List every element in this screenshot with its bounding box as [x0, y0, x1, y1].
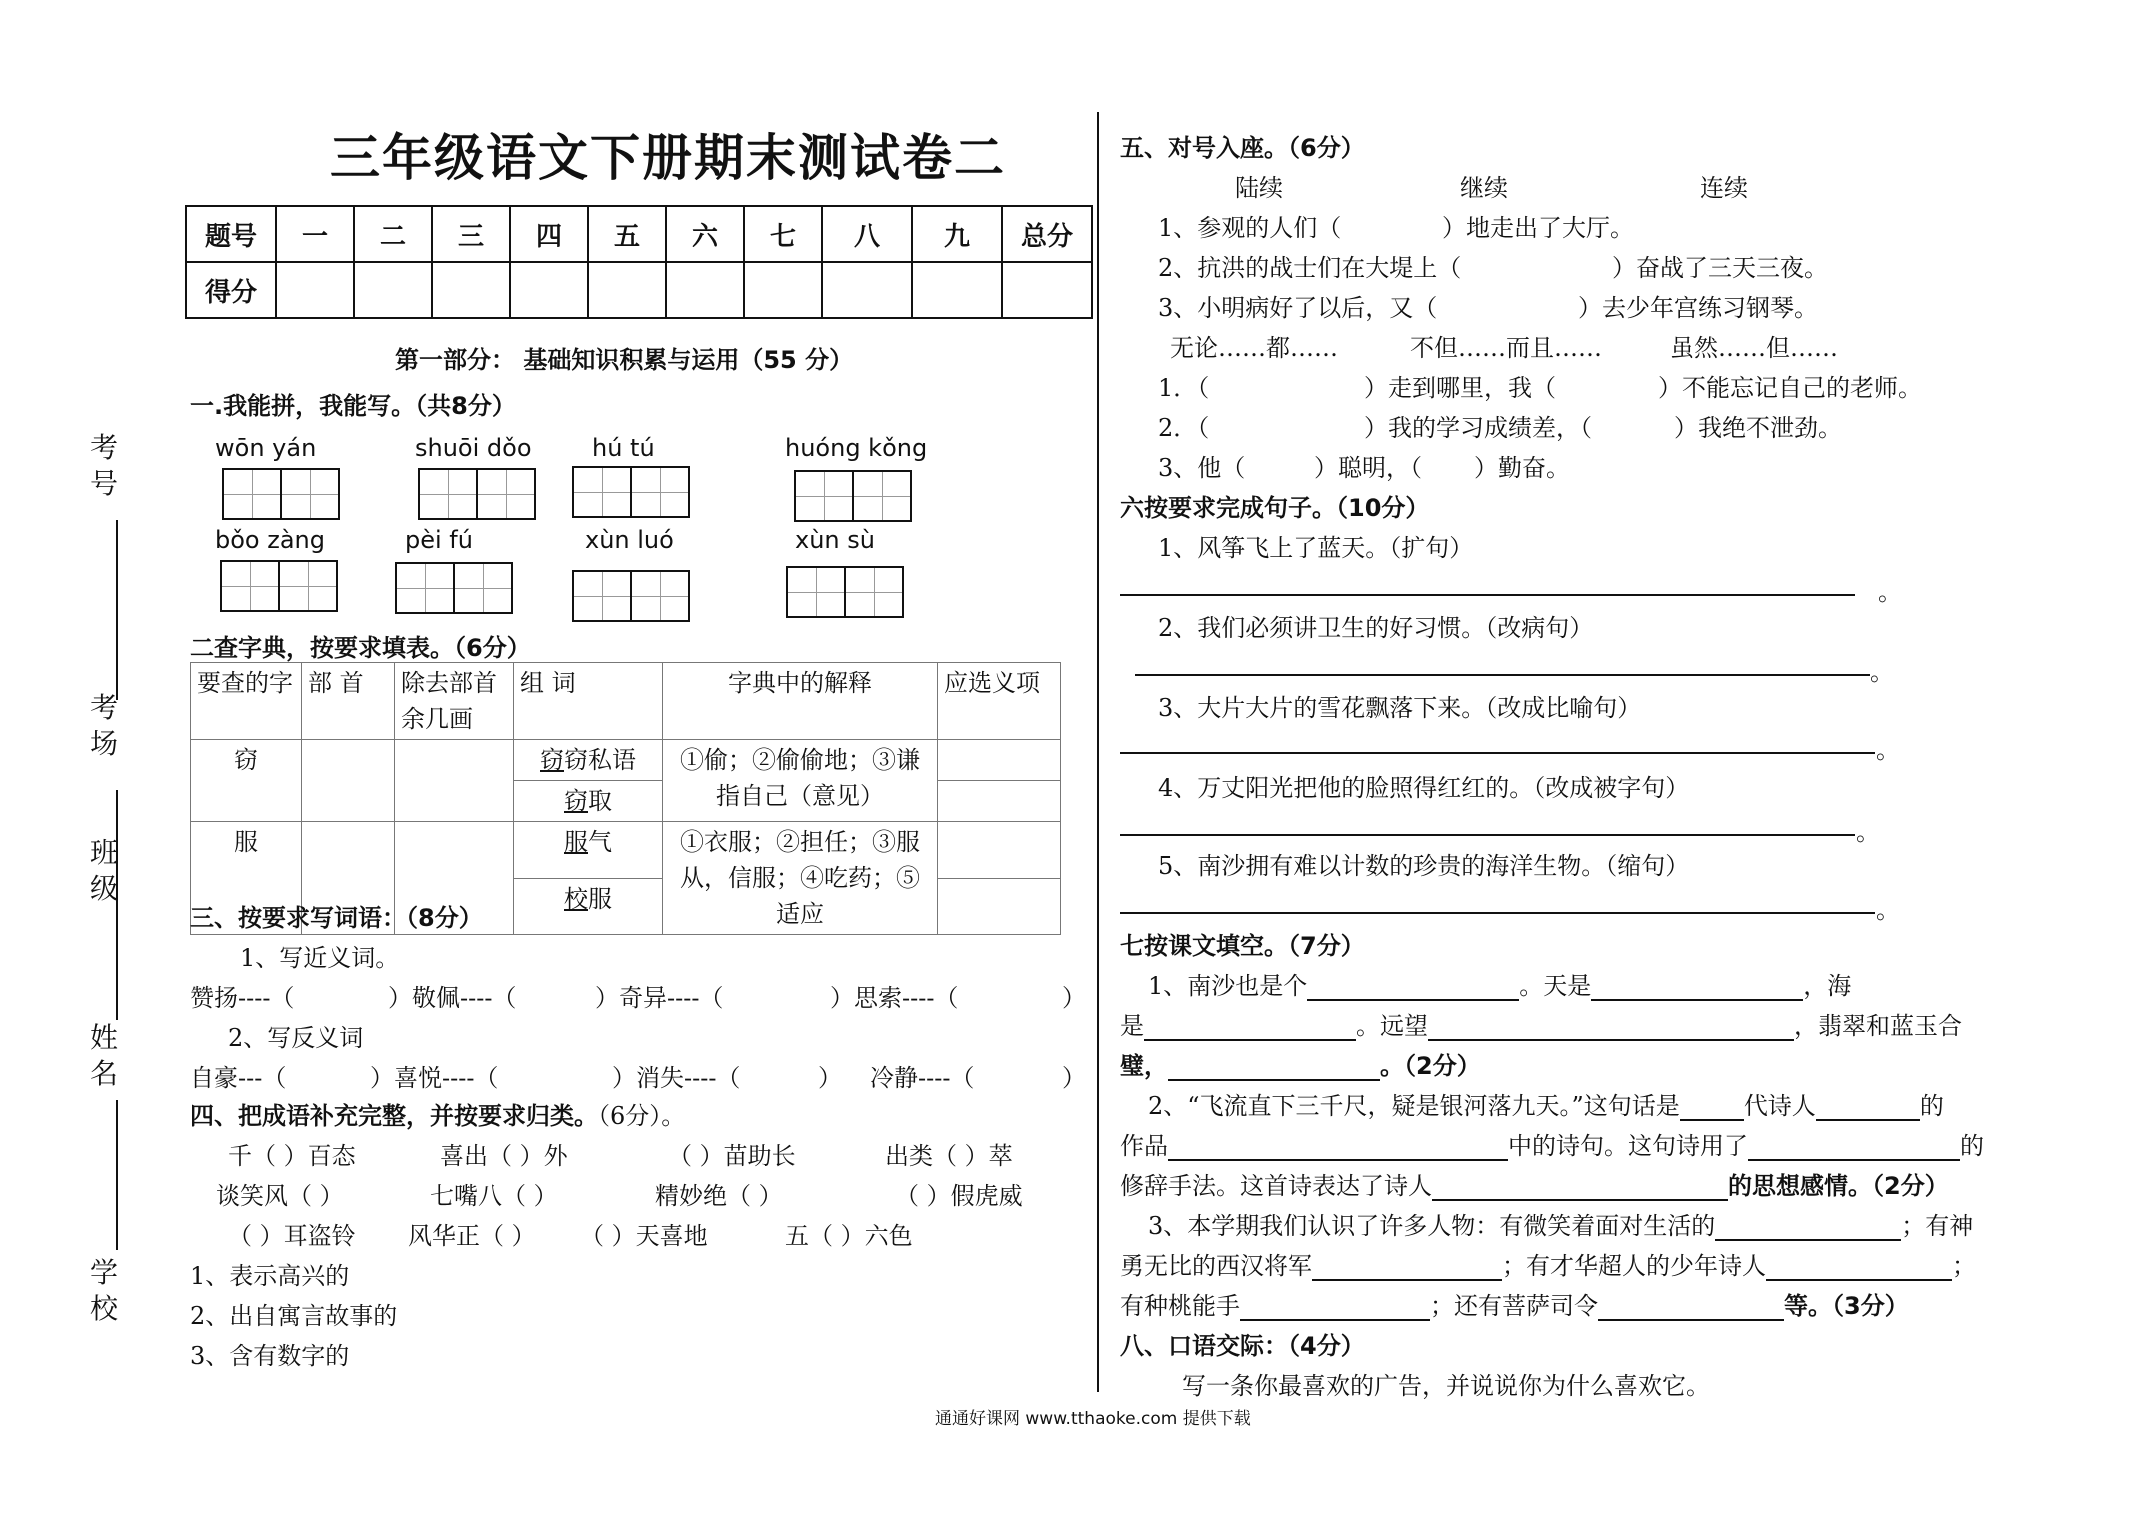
- q3-sub2: 2、写反义词: [228, 1024, 364, 1052]
- q5-sentence: ）不能忘记自己的老师。: [1658, 374, 1922, 402]
- fill-blank[interactable]: [1591, 999, 1803, 1001]
- fill-blank[interactable]: [1168, 1159, 1508, 1161]
- score-input-cell[interactable]: [666, 262, 744, 318]
- part1-heading: 第一部分： 基础知识积累与运用（55 分）: [395, 346, 854, 374]
- fill-blank[interactable]: [1766, 1279, 1952, 1281]
- q5-heading: 五、对号入座。（6分）: [1120, 134, 1365, 162]
- score-input-cell[interactable]: [432, 262, 510, 318]
- score-header-cell: 六: [666, 206, 744, 262]
- idiom: 五（ ）六色: [785, 1222, 913, 1250]
- page-title: 三年级语文下册期末测试卷二: [330, 129, 1006, 187]
- writing-box[interactable]: [572, 570, 690, 622]
- q5-sentence: 2．（: [1158, 414, 1210, 442]
- score-input-cell[interactable]: [822, 262, 912, 318]
- q3-line1-seg: ）敬佩----（: [388, 984, 517, 1012]
- q5-sentence: 3、小明病好了以后，又（: [1158, 294, 1438, 322]
- dict-input-cell[interactable]: [302, 740, 395, 822]
- score-header-cell: 题号: [186, 206, 276, 262]
- q4-heading: 四、把成语补充完整，并按要求归类。（6分）。: [190, 1102, 686, 1130]
- dictionary-table: [190, 662, 1061, 935]
- q6-item: 3、大片大片的雪花飘落下来。（改成比喻句）: [1158, 694, 1642, 722]
- dict-explanation: ①衣服；②担任；③服从，信服；④吃药；⑤适应: [663, 822, 938, 935]
- q3-line1-seg: 赞扬----（: [190, 984, 295, 1012]
- dict-header: 组 词: [514, 663, 663, 740]
- q3-line1-seg: ）: [1062, 984, 1086, 1012]
- q3-line2-seg: ）消失----（: [612, 1064, 741, 1092]
- side-label-kaochang: 考场: [89, 691, 118, 760]
- score-input-cell[interactable]: [1002, 262, 1092, 318]
- pinyin-label: wōn yán: [215, 434, 317, 462]
- q5-sentence: ）我绝不泄劲。: [1674, 414, 1842, 442]
- fill-blank[interactable]: [1680, 1119, 1744, 1121]
- period: 。: [1870, 658, 1894, 686]
- dict-word: 窃窃私语: [514, 740, 663, 781]
- footer-credit: 通通好课网 www.tthaoke.com 提供下载: [935, 1409, 1251, 1429]
- side-line: [116, 520, 118, 700]
- q4-category: 1、表示高兴的: [190, 1262, 350, 1290]
- q4-category: 3、含有数字的: [190, 1342, 350, 1370]
- answer-line[interactable]: [1120, 834, 1855, 836]
- q3-line2-seg: ）喜悦----（: [370, 1064, 499, 1092]
- writing-box[interactable]: [786, 566, 904, 618]
- q7-heading: 七按课文填空。（7分）: [1120, 932, 1365, 960]
- score-header-cell: 八: [822, 206, 912, 262]
- score-table: [185, 205, 1093, 319]
- q5-sentence: ）奋战了三天三夜。: [1612, 254, 1828, 282]
- q6-item: 2、我们必须讲卫生的好习惯。（改病句）: [1158, 614, 1594, 642]
- writing-box[interactable]: [220, 560, 338, 612]
- q7-para2: 2、“飞流直下三千尺，疑是银河落九天。”这句话是 代诗人 的: [1148, 1092, 1944, 1120]
- q7-para1: 璧， 。（2分）: [1120, 1052, 1481, 1080]
- q7-para2: 作品 中的诗句。这句诗用了 的: [1120, 1132, 1984, 1160]
- side-label-kaohao: 考号: [89, 431, 118, 500]
- writing-box[interactable]: [395, 562, 513, 614]
- idiom: 七嘴八（ ）: [430, 1182, 558, 1210]
- q3-line2-seg: ）: [1062, 1064, 1086, 1092]
- period: 。: [1876, 896, 1900, 924]
- score-header-cell: 四: [510, 206, 588, 262]
- q7-para3: 3、本学期我们认识了许多人物：有微笑着面对生活的 ；有神: [1148, 1212, 1974, 1240]
- q5-sentence: 3、他（: [1158, 454, 1246, 482]
- word-option: 连续: [1700, 174, 1748, 202]
- dict-word: 窃取: [514, 781, 663, 822]
- pinyin-label: pèi fú: [405, 526, 473, 554]
- q5-sentence: ）聪明，（: [1314, 454, 1422, 482]
- side-line: [116, 910, 118, 1020]
- q3-heading: 三、按要求写词语：（8分）: [190, 904, 483, 932]
- word-option: 虽然……但……: [1670, 334, 1838, 362]
- idiom: （ ）假虎威: [895, 1182, 1023, 1210]
- q5-sentence: 1、参观的人们（: [1158, 214, 1342, 242]
- q5-sentence: ）去少年宫练习钢琴。: [1578, 294, 1818, 322]
- pinyin-label: shuōi dǒo: [415, 434, 532, 462]
- q3-line1-seg: ）思索----（: [830, 984, 959, 1012]
- idiom: 风华正（ ）: [408, 1222, 536, 1250]
- dict-header: 要查的字: [191, 663, 302, 740]
- q5-sentence: 1．（: [1158, 374, 1210, 402]
- score-input-cell[interactable]: [912, 262, 1002, 318]
- column-divider: [1097, 112, 1099, 1392]
- word-option: 不但……而且……: [1410, 334, 1602, 362]
- dict-input-cell[interactable]: [395, 740, 514, 822]
- word-option: 无论……都……: [1170, 334, 1338, 362]
- dict-answer-cell[interactable]: [938, 781, 1061, 822]
- side-line: [116, 1100, 118, 1250]
- writing-box[interactable]: [572, 466, 690, 518]
- score-header-cell: 三: [432, 206, 510, 262]
- fill-blank[interactable]: [1432, 1199, 1728, 1201]
- fill-blank[interactable]: [1428, 1039, 1794, 1041]
- idiom: （ ）耳盗铃: [228, 1222, 356, 1250]
- word-option: 陆续: [1235, 174, 1283, 202]
- side-label-banji: 班级: [89, 836, 118, 905]
- score-header-cell: 九: [912, 206, 1002, 262]
- q1-heading: 一.我能拼，我能写。（共8分）: [190, 392, 516, 420]
- score-input-cell[interactable]: [588, 262, 666, 318]
- score-input-cell[interactable]: [744, 262, 822, 318]
- idiom: 千（ ）百态: [228, 1142, 356, 1170]
- period: 。: [1878, 578, 1902, 606]
- fill-blank[interactable]: [1144, 1039, 1356, 1041]
- score-header-cell: 总分: [1002, 206, 1092, 262]
- side-label-xingming: 姓名: [89, 1021, 118, 1090]
- writing-box[interactable]: [418, 468, 536, 520]
- fill-blank[interactable]: [1715, 1239, 1901, 1241]
- q3-sub1: 1、写近义词。: [240, 944, 400, 972]
- q6-item: 1、风筝飞上了蓝天。（扩句）: [1158, 534, 1474, 562]
- score-input-cell[interactable]: [510, 262, 588, 318]
- q5-sentence: ）走到哪里，我（: [1364, 374, 1556, 402]
- period: 。: [1876, 736, 1900, 764]
- dict-header: 除去部首余几画: [395, 663, 514, 740]
- score-input-cell[interactable]: [354, 262, 432, 318]
- dict-answer-cell[interactable]: [938, 822, 1061, 879]
- q8-prompt: 写一条你最喜欢的广告，并说说你为什么喜欢它。: [1182, 1372, 1710, 1400]
- period: 。: [1856, 818, 1880, 846]
- idiom: 谈笑风（ ）: [216, 1182, 344, 1210]
- score-header-cell: 一: [276, 206, 354, 262]
- q3-line2-seg: ）: [818, 1064, 842, 1092]
- fill-blank[interactable]: [1312, 1279, 1502, 1281]
- dict-word: 服气: [514, 822, 663, 879]
- pinyin-label: bǒo zàng: [215, 526, 325, 554]
- q6-heading: 六按要求完成句子。（10分）: [1120, 494, 1430, 522]
- pinyin-label: xùn sù: [795, 526, 875, 554]
- dict-explanation: ①偷；②偷偷地；③谦指自己（意见）: [663, 740, 938, 822]
- dict-answer-cell[interactable]: [938, 740, 1061, 781]
- q7-para3: 有种桃能手 ；还有菩萨司令 等。（3分）: [1120, 1292, 1909, 1320]
- q6-item: 4、万丈阳光把他的脸照得红红的。（改成被字句）: [1158, 774, 1690, 802]
- q4-category: 2、出自寓言故事的: [190, 1302, 398, 1330]
- answer-line[interactable]: [1120, 594, 1855, 596]
- q6-item: 5、南沙拥有难以计数的珍贵的海洋生物。（缩句）: [1158, 852, 1690, 880]
- score-header-cell: 七: [744, 206, 822, 262]
- idiom: 出类（ ）萃: [885, 1142, 1013, 1170]
- dict-char: 窃: [191, 740, 302, 822]
- idiom: 喜出（ ）外: [440, 1142, 568, 1170]
- q3-line2-seg: 冷静----（: [870, 1064, 975, 1092]
- writing-box[interactable]: [794, 470, 912, 522]
- dict-answer-cell[interactable]: [938, 878, 1061, 935]
- dict-header: 部 首: [302, 663, 395, 740]
- q7-para1: 是 。远望 ，翡翠和蓝玉合: [1120, 1012, 1962, 1040]
- q3-line2-seg: 自豪---（: [190, 1064, 287, 1092]
- score-header-cell: 二: [354, 206, 432, 262]
- q2-heading: 二查字典，按要求填表。（6分）: [190, 634, 531, 662]
- pinyin-label: hú tú: [592, 434, 655, 462]
- word-option: 继续: [1460, 174, 1508, 202]
- q5-sentence: ）地走出了大厅。: [1442, 214, 1634, 242]
- idiom: 精妙绝（ ）: [655, 1182, 783, 1210]
- dict-word: 校服: [514, 878, 663, 935]
- fill-blank[interactable]: [1748, 1159, 1960, 1161]
- q5-sentence: ）勤奋。: [1474, 454, 1570, 482]
- fill-blank[interactable]: [1307, 999, 1519, 1001]
- writing-box[interactable]: [222, 468, 340, 520]
- idiom: （ ）苗助长: [668, 1142, 796, 1170]
- q8-heading: 八、口语交际：（4分）: [1120, 1332, 1365, 1360]
- answer-line[interactable]: [1135, 674, 1870, 676]
- fill-blank[interactable]: [1240, 1319, 1430, 1321]
- score-row-label: 得分: [186, 262, 276, 318]
- idiom: （ ）天喜地: [580, 1222, 708, 1250]
- fill-blank[interactable]: [1816, 1119, 1920, 1121]
- dict-char: 服: [191, 822, 302, 935]
- q7-para1: 1、南沙也是个 。天是 ，海: [1148, 972, 1852, 1000]
- q3-line1-seg: ）奇异----（: [595, 984, 724, 1012]
- fill-blank[interactable]: [1168, 1079, 1380, 1081]
- score-input-cell[interactable]: [276, 262, 354, 318]
- q5-sentence: ）我的学习成绩差，（: [1364, 414, 1592, 442]
- dict-header: 字典中的解释: [663, 663, 938, 740]
- dict-header: 应选义项: [938, 663, 1061, 740]
- pinyin-label: xùn luó: [585, 526, 674, 554]
- side-label-xuexiao: 学校: [89, 1256, 118, 1325]
- pinyin-label: huóng kǒng: [785, 434, 928, 462]
- fill-blank[interactable]: [1598, 1319, 1784, 1321]
- q7-para3: 勇无比的西汉将军 ；有才华超人的少年诗人 ；: [1120, 1252, 1976, 1280]
- answer-line[interactable]: [1120, 912, 1875, 914]
- q7-para2: 修辞手法。这首诗表达了诗人 的思想感情。（2分）: [1120, 1172, 1949, 1200]
- q5-sentence: 2、抗洪的战士们在大堤上（: [1158, 254, 1462, 282]
- score-header-cell: 五: [588, 206, 666, 262]
- answer-line[interactable]: [1120, 752, 1875, 754]
